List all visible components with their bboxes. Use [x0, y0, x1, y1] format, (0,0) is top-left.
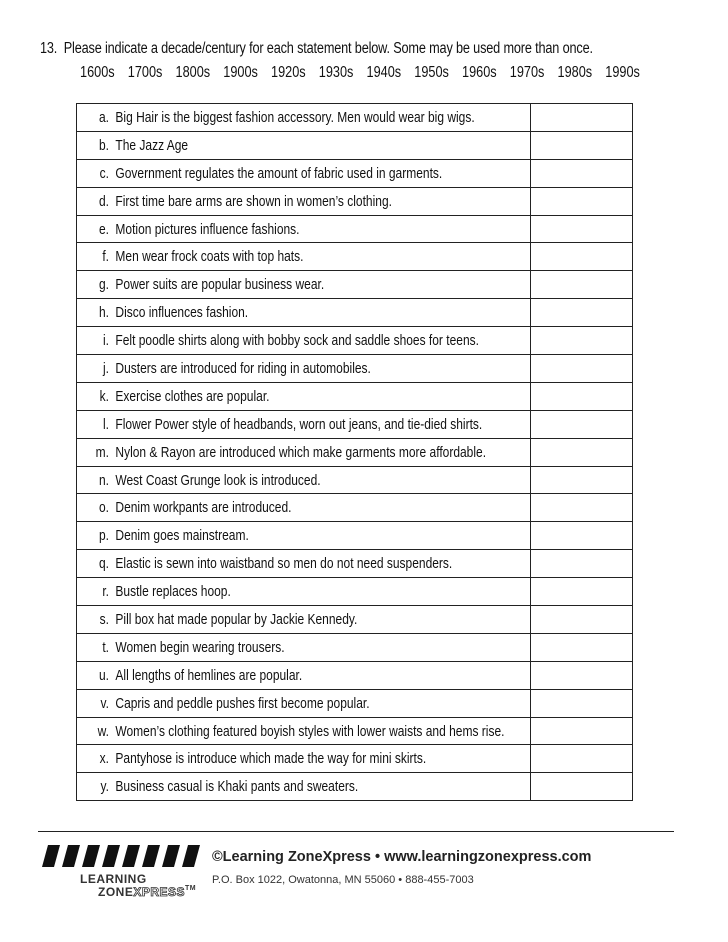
item-statement: Big Hair is the biggest fashion accessory. Men would wear big wigs.	[115, 108, 475, 126]
table-row	[77, 633, 633, 661]
item-letter: a.	[98, 108, 109, 126]
item-statement: West Coast Grunge look is introduced.	[115, 471, 321, 489]
item-letter: h.	[98, 304, 109, 322]
decade-option: 1970s	[509, 64, 545, 81]
item-statement: The Jazz Age	[115, 136, 189, 154]
item-statement: Dusters are introduced for riding in automobiles.	[115, 359, 371, 377]
statement-cell	[77, 494, 531, 522]
answer-cell[interactable]	[531, 104, 633, 132]
item-letter: v.	[100, 694, 109, 712]
table-row	[77, 466, 633, 494]
statement-cell	[77, 633, 531, 661]
item-letter: w.	[97, 722, 109, 740]
footer-copyright: ©Learning ZoneXpress • www.learningzonexpress.com	[212, 849, 592, 865]
answer-cell[interactable]	[531, 466, 633, 494]
statement-cell	[77, 773, 531, 801]
statement-cell	[77, 104, 531, 132]
table-row	[77, 438, 633, 466]
table-row	[77, 522, 633, 550]
item-letter: g.	[98, 276, 109, 294]
item-statement: Business casual is Khaki pants and sweaters.	[115, 778, 359, 796]
item-letter: y.	[100, 778, 109, 796]
item-statement: Felt poodle shirts along with bobby sock and saddle shoes for teens.	[115, 332, 479, 350]
item-letter: p.	[98, 527, 109, 545]
item-letter: t.	[102, 638, 109, 656]
decade-option: 1800s	[175, 64, 211, 81]
answer-cell[interactable]	[531, 299, 633, 327]
item-letter: x.	[99, 750, 109, 768]
statement-cell	[77, 522, 531, 550]
table-row	[77, 689, 633, 717]
decade-option: 1920s	[271, 64, 306, 81]
decade-option: 1950s	[414, 64, 449, 81]
answer-cell[interactable]	[531, 438, 633, 466]
answer-cell[interactable]	[531, 494, 633, 522]
answer-cell[interactable]	[531, 243, 633, 271]
item-letter: o.	[98, 499, 109, 517]
question-heading	[40, 40, 593, 58]
answer-cell[interactable]	[531, 215, 633, 243]
decade-options	[80, 64, 640, 82]
decade-option: 1700s	[127, 64, 163, 81]
table-row	[77, 410, 633, 438]
answer-cell[interactable]	[531, 159, 633, 187]
item-statement: Pantyhose is introduce which made the way for mini skirts.	[115, 750, 427, 768]
item-letter: j.	[103, 359, 109, 377]
statement-cell	[77, 661, 531, 689]
answer-cell[interactable]	[531, 327, 633, 355]
table-row	[77, 104, 633, 132]
item-statement: Nylon & Rayon are introduced which make garments more affordable.	[115, 443, 487, 461]
answer-cell[interactable]	[531, 410, 633, 438]
decade-option: 1990s	[605, 64, 640, 81]
statement-cell	[77, 355, 531, 383]
statement-cell	[77, 382, 531, 410]
decade-option: 1930s	[318, 64, 354, 81]
item-letter: r.	[102, 583, 109, 601]
item-statement: First time bare arms are shown in women’s clothing.	[115, 192, 392, 210]
statement-cell	[77, 327, 531, 355]
statement-cell	[77, 299, 531, 327]
table-row	[77, 606, 633, 634]
statement-cell	[77, 215, 531, 243]
table-row	[77, 299, 633, 327]
statement-cell	[77, 606, 531, 634]
statement-cell	[77, 410, 531, 438]
answer-cell[interactable]	[531, 745, 633, 773]
statements-table	[76, 103, 633, 801]
decade-option: 1940s	[366, 64, 402, 81]
item-letter: k.	[99, 387, 109, 405]
item-letter: n.	[98, 471, 109, 489]
answer-cell[interactable]	[531, 355, 633, 383]
item-letter: q.	[98, 555, 109, 573]
item-statement: Elastic is sewn into waistband so men do not need suspenders.	[115, 555, 453, 573]
statement-cell	[77, 438, 531, 466]
table-row	[77, 382, 633, 410]
table-row	[77, 745, 633, 773]
answer-cell[interactable]	[531, 606, 633, 634]
statement-cell	[77, 271, 531, 299]
statement-cell	[77, 243, 531, 271]
table-row	[77, 773, 633, 801]
answer-cell[interactable]	[531, 578, 633, 606]
decade-option: 1600s	[80, 64, 115, 81]
answer-cell[interactable]	[531, 382, 633, 410]
item-statement: Government regulates the amount of fabric used in garments.	[115, 164, 443, 182]
answer-cell[interactable]	[531, 661, 633, 689]
table-row	[77, 550, 633, 578]
item-statement: Capris and peddle pushes first become popular.	[115, 694, 370, 712]
statement-cell	[77, 187, 531, 215]
item-letter: s.	[99, 610, 109, 628]
statement-cell	[77, 745, 531, 773]
table-row	[77, 215, 633, 243]
statement-cell	[77, 131, 531, 159]
item-letter: u.	[98, 666, 109, 684]
item-letter: i.	[103, 332, 109, 350]
table-row	[77, 187, 633, 215]
answer-cell[interactable]	[531, 689, 633, 717]
answer-cell[interactable]	[531, 717, 633, 745]
item-statement: Bustle replaces hoop.	[115, 583, 231, 601]
item-statement: Exercise clothes are popular.	[115, 387, 270, 405]
decade-option: 1900s	[223, 64, 258, 81]
table-row	[77, 494, 633, 522]
item-statement: Flower Power style of headbands, worn out jeans, and tie-died shirts.	[115, 415, 483, 433]
question-text: Please indicate a decade/century for each statement below. Some may be used more than once.	[63, 40, 593, 57]
item-statement: Pill box hat made popular by Jackie Kennedy.	[115, 610, 358, 628]
table-row	[77, 243, 633, 271]
statement-cell	[77, 717, 531, 745]
statement-cell	[77, 466, 531, 494]
item-statement: Denim goes mainstream.	[115, 527, 249, 545]
table-row	[77, 355, 633, 383]
item-letter: b.	[98, 136, 109, 154]
table-row	[77, 717, 633, 745]
answer-cell[interactable]	[531, 271, 633, 299]
item-letter: l.	[103, 415, 109, 433]
decade-option: 1960s	[462, 64, 497, 81]
item-letter: f.	[102, 248, 109, 266]
footer-address: P.O. Box 1022, Owatonna, MN 55060 • 888-455-7003	[212, 874, 474, 886]
footer-divider	[38, 831, 674, 832]
item-statement: Women’s clothing featured boyish styles with lower waists and hems rise.	[115, 722, 505, 740]
table-row	[77, 661, 633, 689]
item-statement: Motion pictures influence fashions.	[115, 220, 300, 238]
statement-cell	[77, 159, 531, 187]
logo-stripes-icon	[42, 845, 202, 867]
item-letter: c.	[99, 164, 109, 182]
table-row	[77, 271, 633, 299]
answer-cell[interactable]	[531, 550, 633, 578]
table-row	[77, 131, 633, 159]
logo-text-zonexpress: ZONEXPRESS™	[98, 885, 197, 899]
item-letter: d.	[98, 192, 109, 210]
statement-cell	[77, 578, 531, 606]
item-statement: Disco influences fashion.	[115, 304, 249, 322]
decade-option: 1980s	[557, 64, 593, 81]
answer-cell[interactable]	[531, 187, 633, 215]
item-statement: Power suits are popular business wear.	[115, 276, 325, 294]
answer-cell[interactable]	[531, 633, 633, 661]
item-statement: Denim workpants are introduced.	[115, 499, 292, 517]
item-statement: Men wear frock coats with top hats.	[115, 248, 304, 266]
statement-cell	[77, 550, 531, 578]
item-statement: Women begin wearing trousers.	[115, 638, 285, 656]
logo-text-learning: LEARNING	[80, 872, 147, 886]
item-letter: m.	[95, 443, 109, 461]
item-statement: All lengths of hemlines are popular.	[115, 666, 303, 684]
question-number: 13.	[40, 40, 58, 57]
answer-cell[interactable]	[531, 773, 633, 801]
answer-cell[interactable]	[531, 131, 633, 159]
statement-cell	[77, 689, 531, 717]
answer-cell[interactable]	[531, 522, 633, 550]
table-row	[77, 327, 633, 355]
item-letter: e.	[98, 220, 109, 238]
table-row	[77, 578, 633, 606]
table-row	[77, 159, 633, 187]
